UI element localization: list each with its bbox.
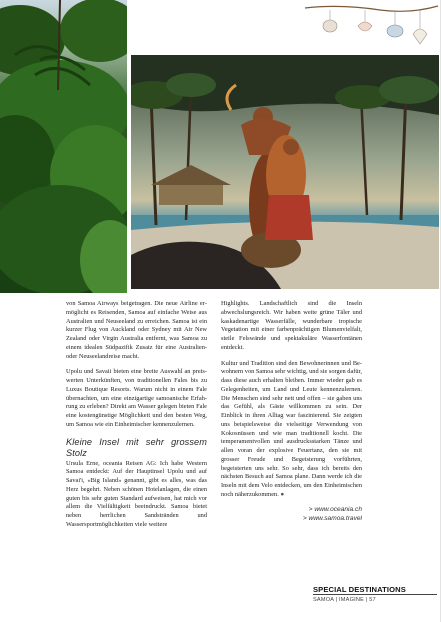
- section-subtitle: SAMOA | IMAGINE | 57: [313, 597, 376, 603]
- text-column-left: [66, 300, 207, 537]
- paragraph: Ursula Erne, oceania Reisen AG: Ich habe Western Samoa entdeckt: Auf der Hauptinsel Upolu und auf Savai'i, «Big Island» genannt, gibt es alles, was das Herz begehrt. Neben schönen Hotelanlagen, die einen guten bis sehr guten Standard aufweisen, hat mich vor allem die Vielfältigkeit beeindruckt. Samoa bietet neben herrlichen Sandstränden und Wassersportmöglichkeiten viele weitere: [66, 459, 207, 528]
- beach-dancers-image: [131, 55, 439, 289]
- footer-divider: [313, 594, 437, 595]
- paragraph: von Samoa Airways beigetragen. Die neue Airline ermöglicht es Reisenden, Samoa auf einfache Weise aus Australien und Neuseeland zu erreichen. Samoa ist ein kurzer Flug von Auckland oder Sydney mit Air New Zealand oder Virgin Australia entfernt, was Samoa zu einem idealen Südpazifik Zusatz für eine Australien- oder Neuseelandreise macht.: [66, 300, 207, 360]
- section-title: SPECIAL DESTINATIONS: [313, 585, 406, 594]
- subheading: Kleine Insel mit sehr grossem Stolz: [66, 436, 207, 458]
- link-oceania[interactable]: > www.oceania.ch: [308, 505, 362, 513]
- end-bullet: ●: [280, 490, 285, 498]
- jungle-photo: [0, 0, 127, 293]
- paragraph: Highlights. Landschaftlich sind die Inseln abwechslungsreich. Wir haben weite grüne Täler und kaskadenartige Wasserfälle, wunderbare tropische Vegetation mit einer farbenprächtigen Blumenvielfalt, steile Felswände und spektakuläre Wasserfontänen entdeckt.: [221, 300, 362, 351]
- text-column-right: [221, 300, 362, 523]
- shell-decoration: [300, 2, 440, 52]
- link-samoa-travel[interactable]: > www.samoa.travel: [302, 514, 362, 522]
- paragraph: [221, 360, 362, 500]
- paragraph-text: Kultur und Tradition sind den Bewohnerinnen und Bewohnern von Samoa sehr wichtig, und sie sorgen dafür, dass diese auch erhalten bleiben. Immer wieder gab es Gelegenheiten, um Land und Leute kennenzulernen. Die Menschen sind sehr nett und offen – sie gaben uns das Gefühl, als Gäste willkommen zu sein. Der Einblick in ihren Alltag war faszinierend. Sie zeigten uns beispielsweise die vielseitige Verwendung von Kokosnüssen und wie man traditionell kocht. Die temperamentvollen und ausdrucksstarken Tänze und allen voran der explosive Feuertanz, den sie mit grosser Freude und Begeisterung vorführten, begeisterten uns sehr. So sehr, dass ich bereits den nächsten Besuch auf Samoa plane. Dann werde ich die Inseln mit dem Velo entdecken, um den Einheimischen noch näherzukommen.: [221, 359, 362, 498]
- beach-dancers-photo: [131, 55, 439, 289]
- paragraph: Upolu und Savaii bieten eine breite Auswahl an preiswerten Unterkünften, von traditionellen Fales bis zu Luxus Boutique Resorts. Warum nicht in einem Fale übernachten, um eine einzigartige samoanische Erfahrung zu erleben? Direkt am Wasser gelegen bieten Fale eine kostengünstige Möglichkeit und den besten Weg, um Samoa wie ein Einheimischer kennenzulernen.: [66, 368, 207, 428]
- jungle-photo-image: [0, 0, 127, 293]
